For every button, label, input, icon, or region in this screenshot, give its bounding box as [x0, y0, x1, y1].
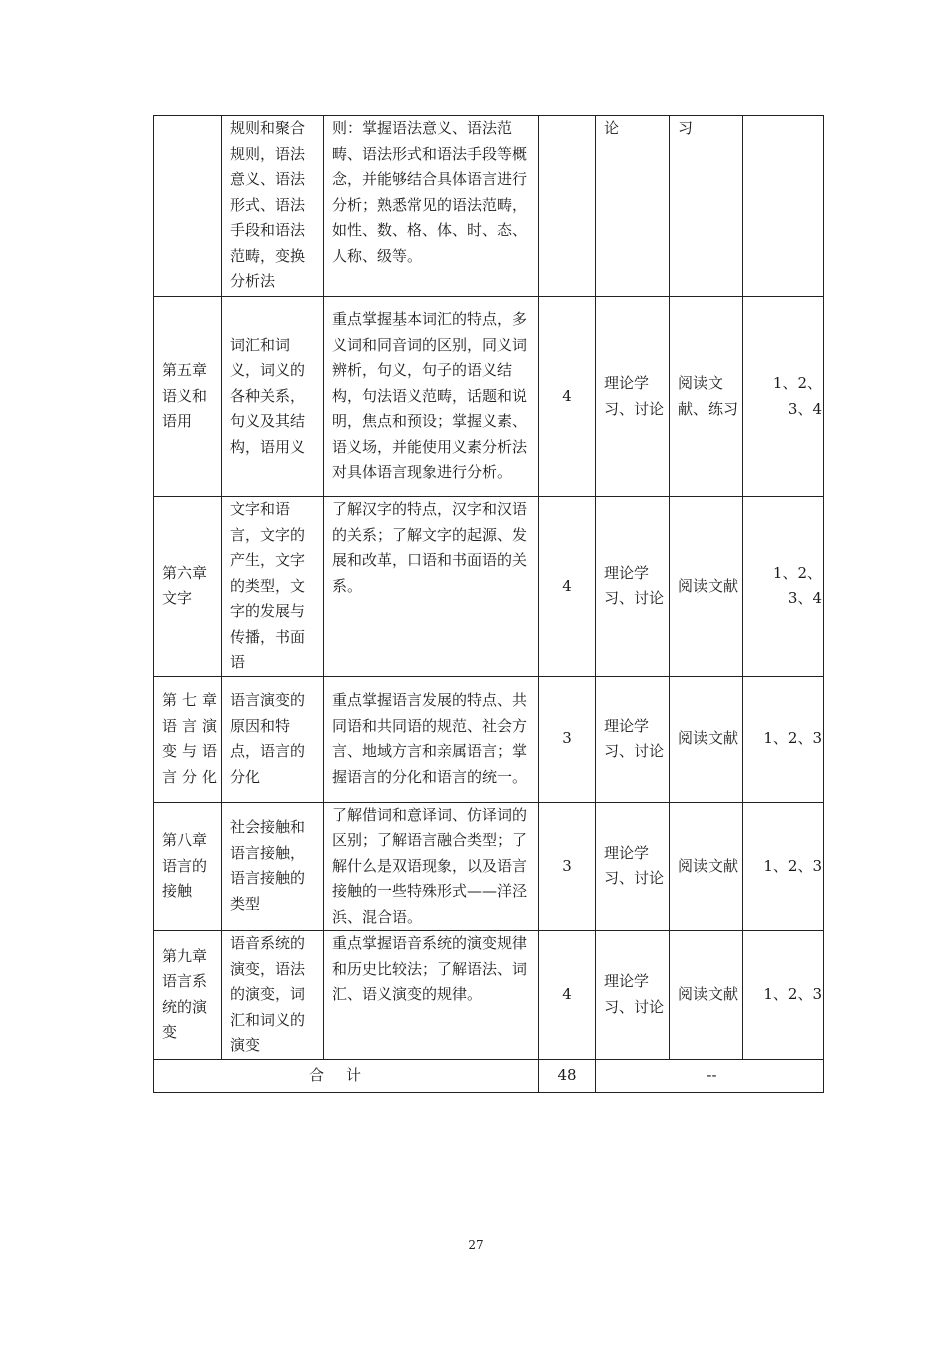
topics-cell: 规则和聚合规则，语法意义、语法形式、语法手段和语法范畴，变换分析法	[222, 116, 324, 297]
page-number: 27	[468, 1238, 484, 1252]
total-hours: 48	[539, 1059, 596, 1092]
chapter-cell: 第六章文字	[154, 497, 222, 677]
topics-cell: 语音系统的演变，语法的演变，词汇和词义的演变	[222, 931, 324, 1060]
chapter-cell	[154, 116, 222, 297]
method-cell: 理论学习、讨论	[596, 497, 670, 677]
table-row	[154, 297, 824, 497]
topics-cell: 语言演变的原因和特点，语言的分化	[222, 676, 324, 802]
requirements-cell: 则：掌握语法意义、语法范畴、语法形式和语法手段等概念，并能够结合具体语言进行分析；熟悉常见的语法范畴，如性、数、格、体、时、态、人称、级等。	[324, 116, 539, 297]
table-row	[154, 116, 824, 297]
homework-cell: 阅读文献	[670, 802, 743, 931]
refs-cell: 1、2、3	[743, 676, 824, 802]
homework-cell: 阅读文献	[670, 676, 743, 802]
requirements-cell: 重点掌握基本词汇的特点，多义词和同音词的区别，同义词辨析，句义，句子的语义结构，句法语义范畴，话题和说明，焦点和预设；掌握义素、语义场，并能使用义素分析法对具体语言现象进行分析。	[324, 297, 539, 497]
table-row	[154, 931, 824, 1060]
method-cell: 理论学习、讨论	[596, 297, 670, 497]
hours-cell: 3	[539, 676, 596, 802]
requirements-cell: 了解借词和意译词、仿译词的区别；了解语言融合类型；了解什么是双语现象，以及语言接触的一些特殊形式——洋泾浜、混合语。	[324, 802, 539, 931]
requirements-cell: 重点掌握语音系统的演变规律和历史比较法；了解语法、词汇、语义演变的规律。	[324, 931, 539, 1060]
chapter-cell: 第八章语言的接触	[154, 802, 222, 931]
method-cell: 理论学习、讨论	[596, 676, 670, 802]
topics-cell: 词汇和词义，词义的各种关系，句义及其结构，语用义	[222, 297, 324, 497]
method-cell: 论	[596, 116, 670, 297]
refs-cell	[743, 297, 824, 497]
chapter-cell: 第九章语言系统的演变	[154, 931, 222, 1060]
hours-cell: 4	[539, 497, 596, 677]
hours-cell: 4	[539, 297, 596, 497]
course-schedule-table	[153, 115, 824, 1093]
refs-cell: 1、2、3	[743, 802, 824, 931]
homework-cell: 阅读文献	[670, 931, 743, 1060]
total-rest: --	[596, 1059, 824, 1092]
refs-text: 1、2、3、4	[772, 374, 822, 418]
method-cell: 理论学习、讨论	[596, 802, 670, 931]
table-row	[154, 802, 824, 931]
total-label: 合计	[154, 1059, 539, 1092]
refs-cell: 1、2、3	[743, 931, 824, 1060]
hours-cell: 3	[539, 802, 596, 931]
requirements-cell: 了解汉字的特点，汉字和汉语的关系；了解文字的起源、发展和改革，口语和书面语的关系。	[324, 497, 539, 677]
total-row	[154, 1059, 824, 1092]
refs-cell	[743, 116, 824, 297]
method-cell: 理论学习、讨论	[596, 931, 670, 1060]
topics-cell: 文字和语言，文字的产生，文字的类型，文字的发展与传播，书面语	[222, 497, 324, 677]
homework-cell: 阅读文献、练习	[670, 297, 743, 497]
topics-cell: 社会接触和语言接触，语言接触的类型	[222, 802, 324, 931]
table-row	[154, 497, 824, 677]
refs-cell	[743, 497, 824, 677]
homework-cell: 习	[670, 116, 743, 297]
refs-text: 1、2、3、4	[772, 563, 822, 608]
chapter-cell: 第五章语义和语用	[154, 297, 222, 497]
table-row	[154, 676, 824, 802]
homework-cell: 阅读文献	[670, 497, 743, 677]
requirements-cell: 重点掌握语言发展的特点、共同语和共同语的规范、社会方言、地域方言和亲属语言；掌握语言的分化和语言的统一。	[324, 676, 539, 802]
chapter-cell: 第七章语言演变与语言分化	[154, 676, 222, 802]
hours-cell: 4	[539, 931, 596, 1060]
hours-cell	[539, 116, 596, 297]
